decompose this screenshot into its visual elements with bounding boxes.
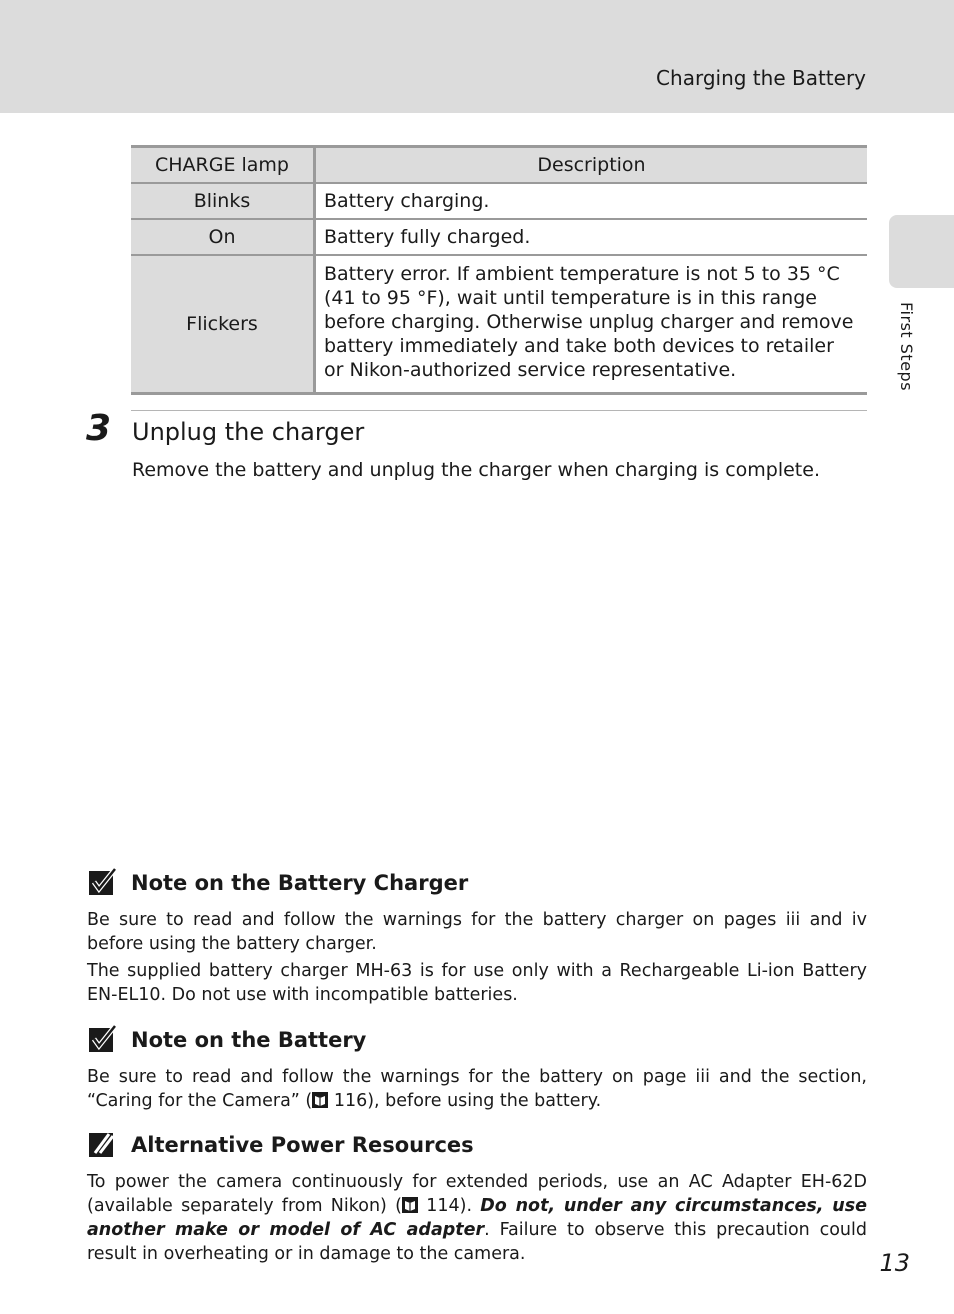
- note-heading-power: Alternative Power Resources: [131, 1133, 474, 1157]
- page-reference-number: 114: [426, 1196, 460, 1216]
- description-cell: Battery error. If ambient temperature is not 5 to 35 °C (41 to 95 °F), wait until temperature is in this range before charging. Otherwise unplug charger and remove battery immediately and take both devices to retailer or Nikon-authorized service representative.: [315, 255, 868, 394]
- page-header-title: Charging the Battery: [656, 66, 866, 90]
- lamp-state-cell: On: [131, 219, 315, 255]
- note-heading-charger: Note on the Battery Charger: [131, 871, 469, 895]
- section-tab-label: First Steps: [897, 302, 916, 392]
- note-power-text: To power the camera continuously for extended periods, use an AC Adapter EH-62D (available separately from Nikon) (: [87, 1172, 867, 1216]
- note-power-text-end: . Failure to observe this precaution could result in overheating or in damage to the camera.: [87, 1220, 867, 1264]
- note-heading-battery: Note on the Battery: [131, 1028, 367, 1052]
- column-header-description: Description: [315, 147, 868, 184]
- step-number: 3: [86, 408, 112, 449]
- note-battery-text: Be sure to read and follow the warnings for the battery on page iii and the section, “Caring for the Camera” (: [87, 1067, 867, 1111]
- note-power-text-mid: ).: [459, 1196, 481, 1216]
- note-power-paragraph: [87, 1170, 867, 1266]
- note-battery-paragraph: [87, 1065, 867, 1113]
- description-cell: Battery charging.: [315, 183, 868, 219]
- column-header-charge-lamp: CHARGE lamp: [131, 147, 315, 184]
- section-divider: [131, 410, 867, 411]
- description-cell: Battery fully charged.: [315, 219, 868, 255]
- table-row: [131, 255, 867, 394]
- table-row: [131, 183, 867, 219]
- charge-lamp-table: [131, 145, 867, 395]
- note-charger-paragraph-2: The supplied battery charger MH-63 is for use only with a Rechargeable Li-ion Battery EN-EL10. Do not use with incompatible batteries.: [87, 961, 867, 1005]
- table-row: [131, 219, 867, 255]
- lamp-state-cell: Flickers: [131, 255, 315, 394]
- page-reference-icon: [402, 1197, 418, 1213]
- step-body: Remove the battery and unplug the charger when charging is complete.: [132, 459, 820, 481]
- section-tab: [889, 215, 954, 288]
- page-number: 13: [879, 1249, 910, 1277]
- check-note-icon: [88, 868, 118, 896]
- page-reference-number: 116: [333, 1091, 368, 1111]
- check-note-icon: [88, 1025, 118, 1053]
- page-reference-icon: [312, 1092, 328, 1108]
- note-charger-paragraph-1: Be sure to read and follow the warnings for the battery charger on pages iii and iv before using the battery charger.: [87, 910, 867, 954]
- note-battery-text-end: ), before using the battery.: [367, 1091, 602, 1111]
- lamp-state-cell: Blinks: [131, 183, 315, 219]
- header-band: [0, 0, 954, 113]
- table-header-row: [131, 147, 867, 184]
- step-title: Unplug the charger: [132, 418, 365, 446]
- pencil-note-icon: [88, 1130, 118, 1158]
- note-power-warning: Do not, under any circumstances, use another make or model of AC adapter: [87, 1196, 867, 1240]
